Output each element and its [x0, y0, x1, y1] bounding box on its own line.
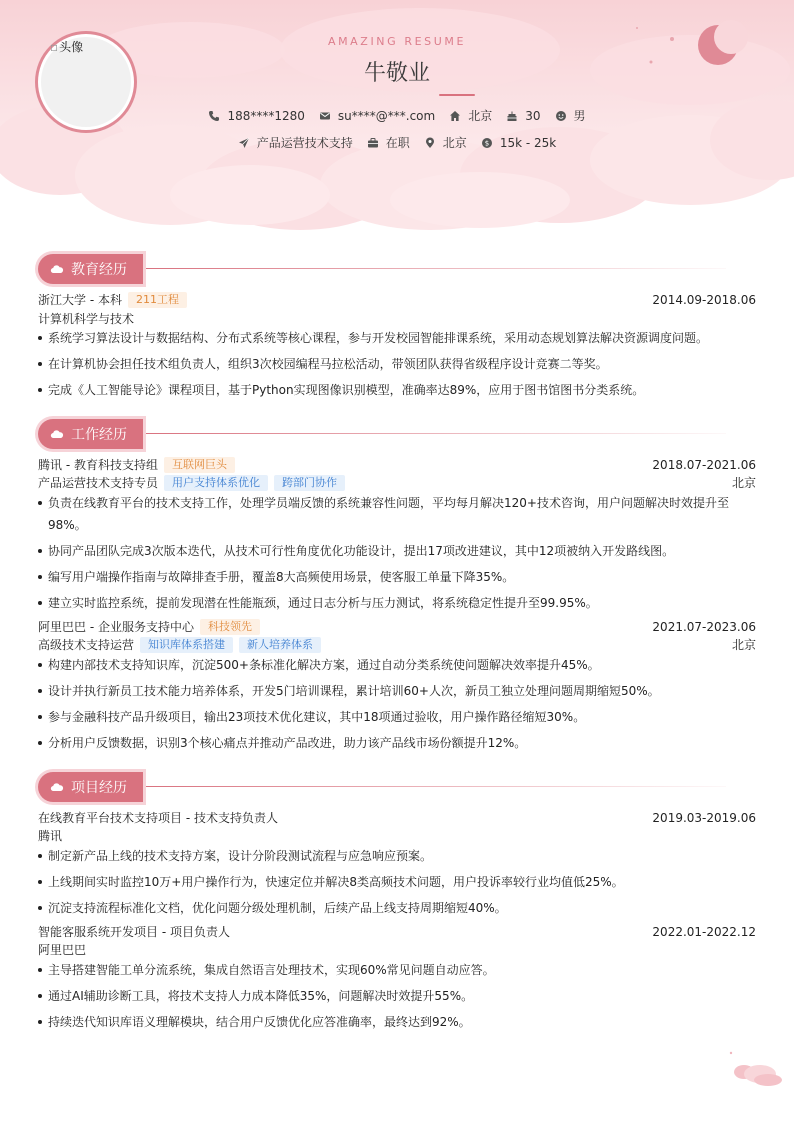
role-tag: 新人培养体系	[239, 637, 321, 653]
company-name: 腾讯 - 教育科技支持组	[38, 458, 158, 472]
phone-text: 188****1280	[227, 108, 305, 123]
job-bullet: 参与金融科技产品升级项目，输出23项技术优化建议，其中18项通过验收，用户操作路径缩短30%。	[38, 706, 738, 728]
mail-icon	[319, 110, 331, 122]
project-divider	[146, 786, 726, 787]
project-entry-head	[38, 809, 756, 826]
cloud-icon	[50, 429, 64, 439]
job-bullet: 设计并执行新员工技术能力培养体系，开发5门培训课程，累计培训60+人次，新员工独立处理问题周期缩短50%。	[38, 680, 738, 702]
job-bullet-continuation: 98%。	[48, 518, 87, 532]
target-position-text: 产品运营技术支持	[256, 136, 353, 150]
job-bullet: 负责在线教育平台的技术支持工作，处理学员端反馈的系统兼容性问题，平均每月解决120+技术咨询，用户问题解决时效提升至	[38, 492, 738, 514]
work-title: 工作经历	[71, 427, 127, 443]
job-bullet: 分析用户反馈数据，识别3个核心痛点并推动产品改进，助力该产品线市场份额提升12%。	[38, 732, 738, 754]
school-tag: 211工程	[128, 292, 187, 308]
job-status-info	[367, 134, 410, 151]
gender-info	[555, 107, 586, 124]
job-role-line	[38, 636, 756, 653]
email-text: su****@***.com	[337, 108, 436, 123]
cloud-icon	[50, 264, 64, 274]
education-section-title	[38, 254, 143, 284]
job-bullet: 编写用户端操作指南与故障排查手册，覆盖8大高频使用场景，使客服工单量下降35%。	[38, 566, 738, 588]
target-city-info	[424, 134, 467, 151]
project-name: 在线教育平台技术支持项目 - 技术支持负责人	[38, 811, 278, 825]
school-name: 浙江大学 - 本科	[38, 293, 122, 307]
education-entry-head	[38, 291, 756, 308]
age-text: 30	[525, 108, 541, 123]
education-title: 教育经历	[71, 262, 127, 278]
contact-row	[0, 107, 794, 124]
phone-info	[208, 109, 304, 123]
education-bullet: 在计算机协会担任技术组负责人，组织3次校园编程马拉松活动，带领团队获得省级程序设计竞赛二等奖。	[38, 353, 738, 375]
work-divider	[146, 433, 726, 434]
job-role: 产品运营技术支持专员	[38, 476, 159, 490]
salary-icon	[481, 137, 493, 149]
job-role-line	[38, 474, 756, 491]
hometown-info	[449, 107, 492, 124]
job-date: 2018.07-2021.06	[652, 457, 756, 472]
role-tag: 知识库体系搭建	[140, 637, 233, 653]
education-bullet: 系统学习算法设计与数据结构、分布式系统等核心课程，参与开发校园智能排课系统，采用动态规划算法解决资源调度问题。	[38, 327, 738, 349]
resume-subtitle: AMAZING RESUME	[327, 35, 467, 48]
home-icon	[449, 110, 461, 122]
job-location: 北京	[731, 638, 756, 652]
company-tag: 科技领先	[200, 619, 260, 635]
project-pill	[38, 772, 143, 802]
candidate-name: 牛敬业	[363, 61, 430, 86]
svg-text:$: $	[484, 139, 490, 148]
job-role: 高级技术支持运营	[38, 638, 135, 652]
job-bullet: 协同产品团队完成3次版本迭代，从技术可行性角度优化功能设计，提出17项改进建议，其中12项被纳入开发路线图。	[38, 540, 738, 562]
project-date: 2019.03-2019.06	[652, 810, 756, 825]
target-position-info	[238, 134, 353, 151]
project-bullet: 主导搭建智能工单分流系统，集成自然语言处理技术，实现60%常见问题自动应答。	[38, 959, 738, 981]
education-pill	[38, 254, 143, 284]
project-org: 腾讯	[38, 829, 63, 843]
project-bullet: 制定新产品上线的技术支持方案，设计分阶段测试流程与应急响应预案。	[38, 845, 738, 867]
project-org-line	[38, 941, 756, 958]
project-section-title	[38, 772, 143, 802]
email-info	[319, 109, 435, 123]
cloud-decoration-icon	[722, 1050, 786, 1090]
job-bullet: 建立实时监控系统，提前发现潜在性能瓶颈，通过日志分析与压力测试，将系统稳定性提升至99.95%。	[38, 592, 738, 614]
name-underline	[439, 94, 475, 96]
cloud-icon	[50, 782, 64, 792]
education-divider	[146, 268, 726, 269]
age-info	[506, 109, 540, 123]
resume-header	[0, 0, 794, 230]
job-bullet: 构建内部技术支持知识库，沉淀500+条标准化解决方案，通过自动分类系统使问题解决效率提升45%。	[38, 654, 738, 676]
gender-icon	[555, 110, 567, 122]
cake-icon	[506, 110, 518, 122]
job-date: 2021.07-2023.06	[652, 619, 756, 634]
project-title: 项目经历	[71, 780, 127, 796]
project-org: 阿里巴巴	[38, 943, 87, 957]
salary-info	[481, 136, 556, 150]
target-city-text: 北京	[442, 136, 467, 150]
phone-icon	[208, 110, 220, 122]
work-section-title	[38, 419, 143, 449]
location-pin-icon	[424, 137, 436, 149]
job-location: 北京	[731, 476, 756, 490]
project-date: 2022.01-2022.12	[652, 924, 756, 939]
education-date: 2014.09-2018.06	[652, 292, 756, 307]
job-intent-row	[0, 134, 794, 151]
job-entry-head	[38, 618, 756, 635]
project-bullet: 持续迭代知识库语义理解模块，结合用户反馈优化应答准确率，最终达到92%。	[38, 1011, 738, 1033]
education-major-line	[38, 310, 756, 327]
send-icon	[238, 137, 250, 149]
project-entry-head	[38, 923, 756, 940]
project-bullet: 上线期间实时监控10万+用户操作行为，快速定位并解决8类高频技术问题，用户投诉率较行业均值低25%。	[38, 871, 738, 893]
job-status-text: 在职	[385, 136, 410, 150]
briefcase-icon	[367, 137, 379, 149]
hometown-text: 北京	[468, 109, 493, 123]
role-tag: 用户支持体系优化	[164, 475, 268, 491]
work-pill	[38, 419, 143, 449]
company-name: 阿里巴巴 - 企业服务支持中心	[38, 620, 194, 634]
company-tag: 互联网巨头	[164, 457, 235, 473]
project-bullet: 沉淀支持流程标准化文档，优化问题分级处理机制，后续产品上线支持周期缩短40%。	[38, 897, 738, 919]
gender-text: 男	[573, 109, 586, 123]
job-entry-head	[38, 456, 756, 473]
education-bullet: 完成《人工智能导论》课程项目，基于Python实现图像识别模型，准确率达89%，应用于图书馆图书分类系统。	[38, 379, 738, 401]
major-name: 计算机科学与技术	[38, 312, 135, 326]
project-org-line	[38, 827, 756, 844]
avatar-alt-text: ▫ 头像	[50, 38, 83, 55]
project-name: 智能客服系统开发项目 - 项目负责人	[38, 925, 230, 939]
salary-text: 15k - 25k	[499, 135, 557, 150]
project-bullet: 通过AI辅助诊断工具，将技术支持人力成本降低35%，问题解决时效提升55%。	[38, 985, 738, 1007]
role-tag: 跨部门协作	[274, 475, 345, 491]
